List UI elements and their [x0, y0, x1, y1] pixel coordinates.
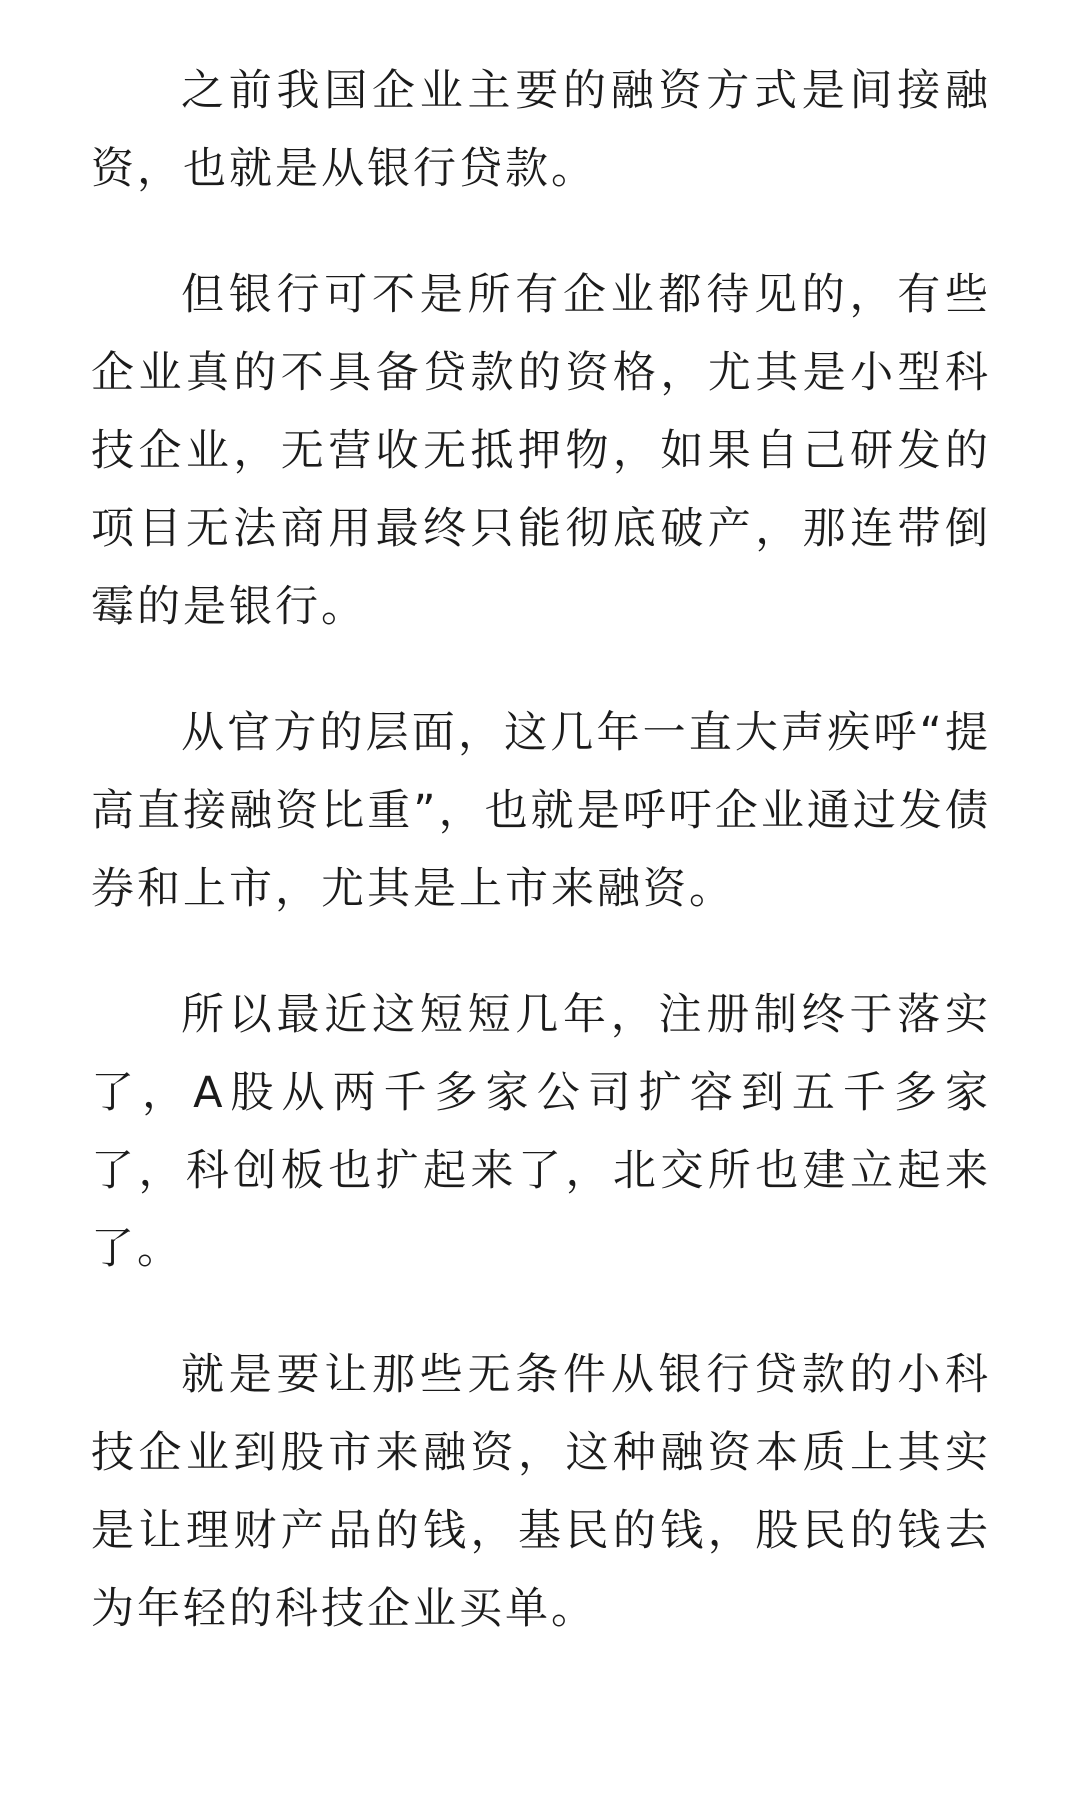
paragraph-2: 但银行可不是所有企业都待见的，有些企业真的不具备贷款的资格，尤其是小型科技企业，无营收无抵押物，如果自己研发的项目无法商用最终只能彻底破产，那连带倒霉的是银行。: [91, 270, 991, 632]
paragraph-3: 从官方的层面，这几年一直大声疾呼“提高直接融资比重”，也就是呼吁企业通过发债券和上市，尤其是上市来融资。: [91, 708, 991, 914]
paragraph-4: 所以最近这短短几年，注册制终于落实了，A股从两千多家公司扩容到五千多家了，科创板也扩起来了，北交所也建立起来了。: [91, 990, 991, 1274]
paragraph-5: 就是要让那些无条件从银行贷款的小科技企业到股市来融资，这种融资本质上其实是让理财产品的钱，基民的钱，股民的钱去为年轻的科技企业买单。: [91, 1350, 991, 1634]
paragraph-1: 之前我国企业主要的融资方式是间接融资，也就是从银行贷款。: [91, 66, 991, 194]
article-body: [91, 52, 991, 1696]
